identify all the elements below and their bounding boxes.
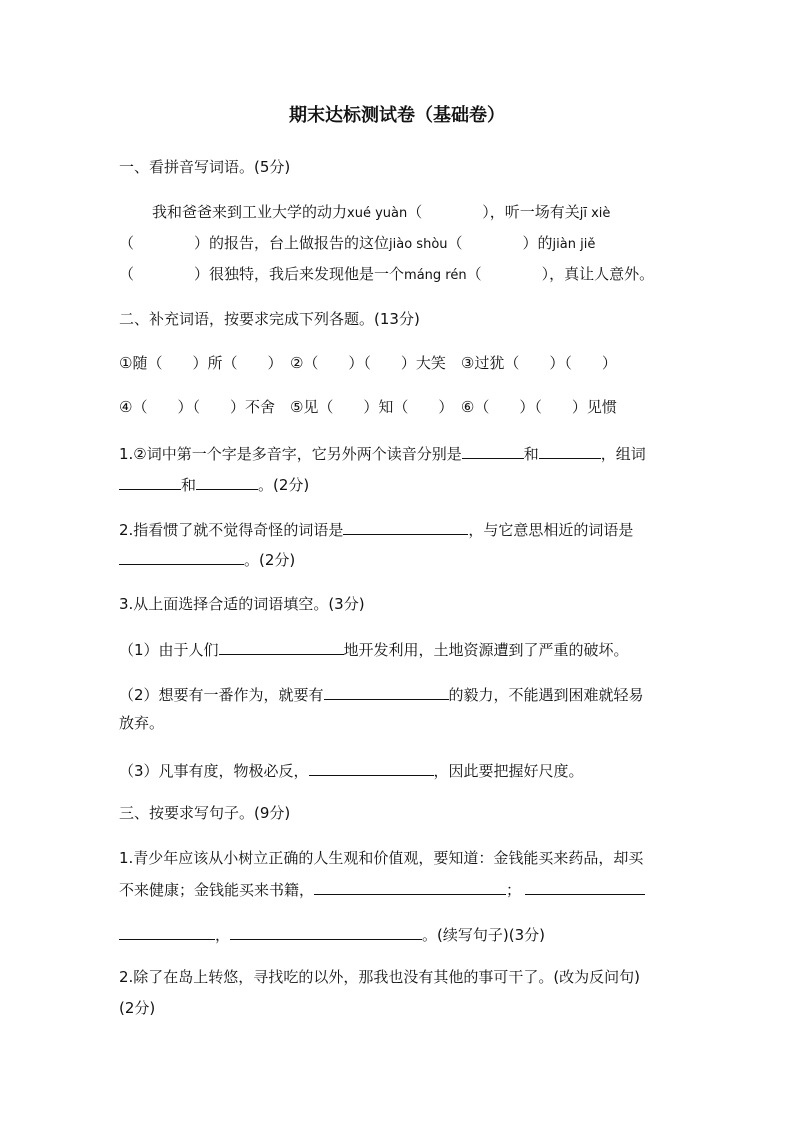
section2-q3-2 xyxy=(119,683,644,705)
q2-text-a: 2.指看惯了就不觉得奇怪的词语是 xyxy=(119,521,344,539)
q3-1-text-b: 地开发利用，土地资源遭到了严重的破坏。 xyxy=(343,641,629,659)
q1-c-comma: ， xyxy=(215,926,231,944)
q1-c-and: 和 xyxy=(181,476,197,494)
q3-1-text-a: （1）由于人们 xyxy=(119,641,219,659)
answer-blank[interactable] xyxy=(309,759,434,776)
section3-q2-line1: 2.除了在岛上转悠，寻找吃的以外，那我也没有其他的事可干了。(改为反问句) xyxy=(119,968,641,986)
q1-and: 和 xyxy=(523,445,539,463)
section3-q1-line3 xyxy=(119,923,545,945)
pinyin-jian-jie: jiàn jiě xyxy=(552,237,596,252)
pinyin-xue-yuan: xué yuàn xyxy=(347,206,408,221)
section1-heading: 一、看拼音写词语。(5分) xyxy=(119,158,291,176)
line3-text-a: 很独特，我后来发现他是一个 xyxy=(209,265,405,283)
section2-q3-3 xyxy=(119,759,584,781)
answer-blank[interactable] xyxy=(230,923,422,940)
answer-blank[interactable] xyxy=(343,518,468,535)
answer-paren-1[interactable]: （ ） xyxy=(407,203,490,221)
section2-q3-1 xyxy=(119,638,629,660)
answer-blank[interactable] xyxy=(314,878,506,895)
line1-text-a: 我和爸爸来到工业大学的动力 xyxy=(152,203,348,221)
q1-text-a: 1.②词中第一个字是多音字，它另外两个读音分别是 xyxy=(119,445,462,463)
section3-q1-line2 xyxy=(119,878,645,900)
q2-c-end: 。(2分) xyxy=(244,551,296,569)
line3-text-b: ，真让人意外。 xyxy=(549,265,655,283)
section2-q1-line1 xyxy=(119,442,646,464)
q1-c-end: 。(续写句子)(3分) xyxy=(422,926,545,944)
q3-2-text-b: 的毅力，不能遇到困难就轻易 xyxy=(448,686,644,704)
answer-paren-5[interactable]: （ ） xyxy=(466,265,550,283)
q1-text-b: 不来健康；金钱能买来书籍， xyxy=(119,881,315,899)
answer-blank[interactable] xyxy=(525,878,645,895)
q1-text-b: ，组词 xyxy=(600,445,646,463)
section2-heading: 二、补充词语，按要求完成下列各题。(13分) xyxy=(119,310,420,328)
q3-2-text-a: （2）想要有一番作为，就要有 xyxy=(119,686,324,704)
answer-paren-2[interactable]: （ ） xyxy=(119,234,210,252)
section3-heading: 三、按要求写句子。(9分) xyxy=(119,804,291,822)
section1-line2 xyxy=(119,233,595,255)
section2-q3-2-cont: 放弃。 xyxy=(119,714,165,732)
answer-blank[interactable] xyxy=(119,548,244,565)
q2-text-b: ，与它意思相近的词语是 xyxy=(468,521,634,539)
section3-q1-line1: 1.青少年应该从小树立正确的人生观和价值观，要知道：金钱能买来药品，却买 xyxy=(119,849,644,867)
line1-text-b: ，听一场有关 xyxy=(489,203,580,221)
section2-q1-line2 xyxy=(119,473,309,495)
answer-blank[interactable] xyxy=(219,638,344,655)
answer-paren-4[interactable]: （ ） xyxy=(119,265,210,283)
pinyin-ji-xie: jī xiè xyxy=(579,206,611,221)
section1-line3 xyxy=(119,264,654,286)
q3-3-text-a: （3）凡事有度，物极必反， xyxy=(119,762,309,780)
answer-blank[interactable] xyxy=(119,473,181,490)
pinyin-jiao-shou: jiào shòu xyxy=(389,237,448,252)
idiom-row-2[interactable]: ④（ ）（ ）不舍 ⑤见（ ）知（ ） ⑥（ ）（ ）见惯 xyxy=(119,398,617,416)
line2-text-b: 的 xyxy=(537,234,553,252)
q3-3-text-b: ，因此要把握好尺度。 xyxy=(433,762,584,780)
idiom-row-1[interactable]: ①随（ ）所（ ） ②（ ）（ ）大笑 ③过犹（ ）（ ） xyxy=(119,354,617,372)
q1-c-end: 。(2分) xyxy=(258,476,310,494)
section2-q2-line2 xyxy=(119,548,295,570)
q1-semicolon: ； xyxy=(506,881,522,899)
answer-blank[interactable] xyxy=(119,923,215,940)
answer-blank[interactable] xyxy=(324,683,449,700)
section2-q3: 3.从上面选择合适的词语填空。(3分) xyxy=(119,595,365,613)
page-title: 期末达标测试卷（基础卷） xyxy=(289,105,505,126)
answer-blank[interactable] xyxy=(539,442,601,459)
answer-blank[interactable] xyxy=(462,442,524,459)
pinyin-mang-ren: máng rén xyxy=(404,268,467,283)
section1-line1 xyxy=(152,202,610,224)
line2-text-a: 的报告，台上做报告的这位 xyxy=(209,234,390,252)
section3-q2-line2: (2分) xyxy=(119,999,156,1017)
answer-blank[interactable] xyxy=(196,473,258,490)
section2-q2-line1 xyxy=(119,518,633,540)
answer-paren-3[interactable]: （ ） xyxy=(447,234,538,252)
